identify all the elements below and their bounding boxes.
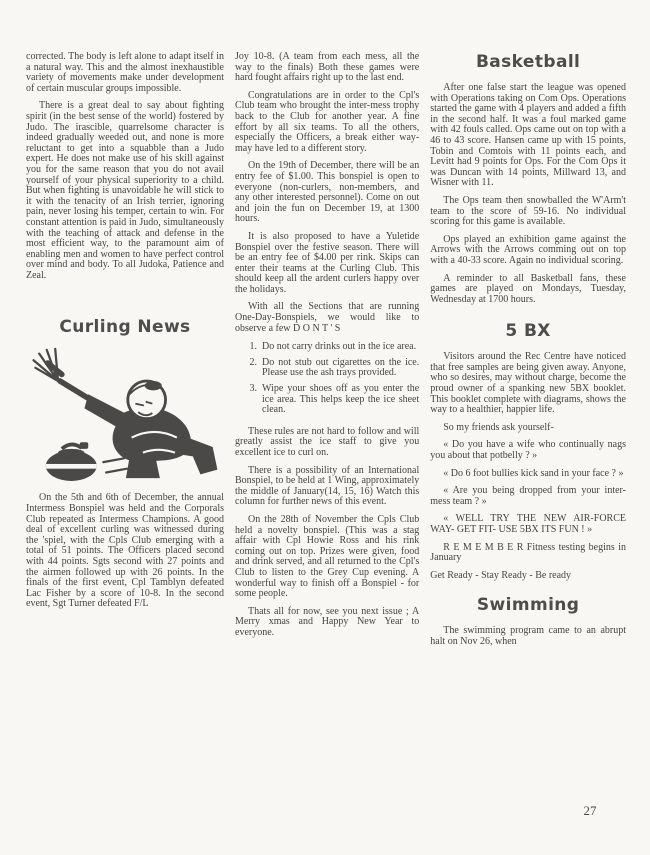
section-heading-5bx: 5 BX	[505, 321, 551, 342]
bonspiel-results-paragraph: On the 5th and 6th of December, the annual Intermess Bonspiel was held and the Corporals Club repeated as Intermess Champions. A good deal of excellent curling was witnessed during the 'spiel, with the Cpls Club emerging with a total of 51 points. The Officers placed second with 44 points. Sgts second with 27 points and the airmen followed up with 26 points. In the finals of the first event, Cpl Tamblyn defeated Lac Fisher by a score of 10-8. In the second event, Sgt Turner defeated F/L	[26, 492, 224, 610]
curling-paragraph-continuation: Joy 10-8. (A team from each mess, all the way to the finals) Both these games were hard fought affairs right up to the last end.	[235, 51, 420, 84]
5bx-paragraph: So my friends ask yourself-	[443, 421, 554, 433]
list-item	[243, 358, 419, 379]
curling-paragraph: These rules are not hard to follow and will greatly assist the ice staff to give you excellent ice to curl on.	[235, 425, 420, 458]
judo-paragraph: There is a great deal to say about fighting spirit (in the best sense of the world) fostered by Judo. The irascible, quarrelsome character is indeed gradually weeded out, and none is more reluctant to get into a squabble than a Judo expert. He does not make use of his skill against you for the same reason that you do not avail yourself of your physical superiority to a child. But when fighting is unavoidable he will stick to it with the tenacity of an Irish terrier, ignoring pain, never losing his temper, certain to win. For constant attention is paid in Judo, simultaneously with the teaching of attack and defense in the most efficient way, to the paramount aim of enabling men and women to have perfect control over mind and body. To all Judoka, Patience and Zeal.	[26, 100, 224, 281]
basketball-paragraph: Ops played an exhibition game against the Arrows with the Arrows comming out on top with a 40-33 score. Again no individual scoring.	[430, 233, 626, 266]
5bx-paragraph: Visitors around the Rec Centre have noticed that free samples are being given away. Anyone, who so desires, may without charge, become the proud owner of a spanking new 5BX booklet. This booklet complete with diagrams, shows the way to a healthier, happier life.	[430, 351, 626, 416]
footer-rule	[328, 797, 650, 799]
basketball-paragraph: A reminder to all Basketball fans, these games are played on Mondays, Tuesday, Wednesday at 1700 hours.	[430, 272, 626, 305]
5bx-quote-paragraph: « WELL TRY THE NEW AIR-FORCE WAY- GET FIT- USE 5BX ITS FUN ! »	[430, 513, 626, 535]
list-item-text: Do not stub out cigarettes on the ice. Please use the ash trays provided.	[262, 356, 420, 379]
curling-paragraph: With all the Sections that are running One-Day-Bonspiels, we would like to observe a few D O N T ' S	[235, 301, 420, 334]
list-item-text: Do not carry drinks out in the ice area.	[262, 341, 417, 353]
curling-broom	[34, 349, 94, 402]
list-item	[243, 384, 419, 416]
column-layout	[26, 52, 626, 655]
5bx-slogan-paragraph: Get Ready - Stay Ready - Be ready	[430, 569, 572, 581]
curling-paragraph: Congratulations are in order to the Cpl's Club team who brought the inter-mess trophy back to the Club for another year. A fine effort by all six teams. To all the others, especially the Officers, a break either way-may have led to a different story.	[235, 89, 420, 154]
5bx-paragraph: R E M E M B E R Fitness testing begins in January	[430, 541, 626, 564]
page-number: 27	[583, 803, 597, 818]
middle-column	[235, 52, 419, 655]
curling-paragraph: There is a possibility of an International Bonspiel, to be held at 1 Wing, approximately the middle of January(14, 15, 16) Watch this column for further news of this event.	[235, 464, 420, 508]
section-heading-curling-news: Curling News	[59, 317, 191, 338]
curling-closing-paragraph: Thats all for now, see you next issue ; A Merry xmas and Happy New Year to everyone.	[235, 605, 420, 638]
5bx-quote-paragraph: « Do you have a wife who continually nags you about that potbelly ? »	[430, 439, 626, 462]
5bx-quote-paragraph: « Are you being dropped from your inter-mess team ? »	[430, 485, 626, 507]
right-column	[430, 52, 626, 655]
curling-paragraph: It is also proposed to have a Yuletide Bonspiel over the festive season. There will be an entry fee of $4.00 per rink. Skips can enter their teams at the Curling Club. This should keep all the ardent curlers happy over the holidays.	[235, 230, 420, 295]
list-item	[243, 342, 419, 353]
swimming-paragraph: The swimming program came to an abrupt halt on Nov 26, when	[430, 625, 626, 647]
judo-paragraph-continuation: corrected. The body is left alone to adapt itself in a natural way. This and the almost inexhaustible variety of movements make under development of certain muscular groups impossible.	[26, 51, 224, 94]
list-item-number: 3.	[249, 383, 257, 395]
section-heading-basketball: Basketball	[475, 52, 581, 72]
list-item-text: Wipe your shoes off as you enter the ice area. This helps keep the ice sheet clean.	[262, 383, 420, 416]
basketball-paragraph: After one false start the league was opened with Operations taking on Com Ops. Operations started the game with 4 players and added a fifth in the second half. It was a foul marked game with 42 fouls called. Ops came out on top with a 46 to 43 score. Hansen came up with 15 points, Tobin and Comtois with 11 points each, and Levitt had 9 points for Ops. For the Com Ops it was Duncan with 14 points, Millward 13, and Wisner with 11.	[430, 82, 626, 189]
curling-paragraph: On the 19th of December, there will be an entry fee of $1.00. This bonspiel is open to everyone (non-curlers, non-members, and any other interested personnel). Come on out and join the fun on December 19, at 1300 hours.	[235, 160, 420, 225]
left-column	[26, 52, 224, 655]
5bx-quote-paragraph: « Do 6 foot bullies kick sand in your face ? »	[443, 467, 624, 479]
motion-lines	[103, 459, 127, 473]
dont-list	[235, 341, 419, 423]
list-item-number: 2.	[249, 356, 257, 368]
curling-paragraph: On the 28th of November the Cpls Club held a novelty bonspiel. (This was a stag affair with Cpl Howie Ross and his rink coming out on top. Prizes were given, food and drink served, and all returned to the Cpl's Club to listen to the Grey Cup evening. A wonderful way to finish off a Bonspiel - for some people.	[235, 513, 420, 600]
curling-stone	[45, 443, 98, 482]
section-heading-swimming: Swimming	[476, 595, 580, 616]
curler-illustration	[26, 343, 224, 485]
basketball-paragraph: The Ops team then snowballed the W'Arm't team to the score of 59-16. No individual scoring for this game is available.	[430, 194, 626, 228]
list-item-number: 1.	[249, 341, 257, 353]
